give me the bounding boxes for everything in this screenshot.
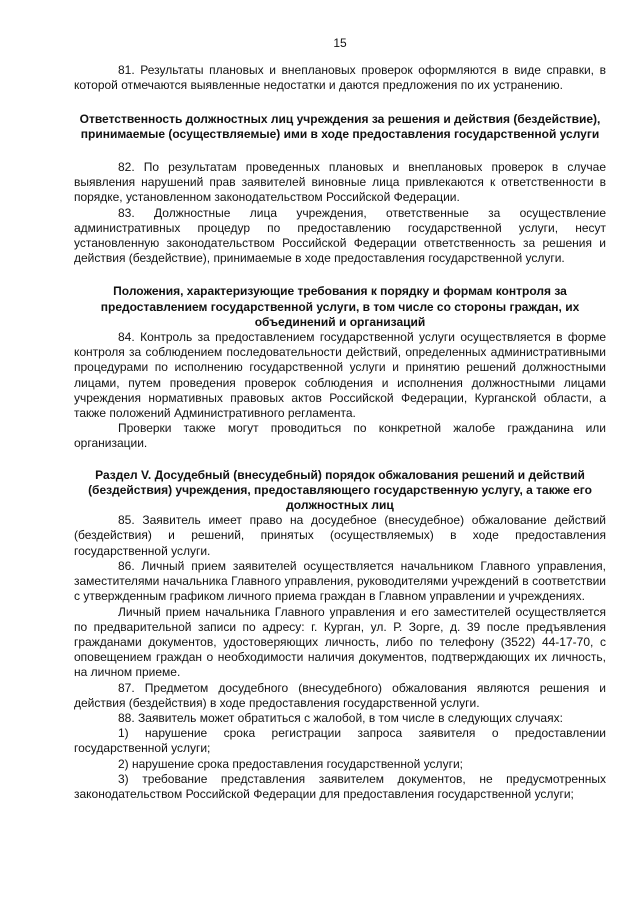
paragraph-83: 83. Должностные лица учреждения, ответственные за осуществление административных процедур по предоставлению государственной услуги, несут установленную законодательством Российской Федерации ответственность за решения и действия (бездействие), принимаемые в ходе предоставления государственной услуги. — [74, 205, 606, 266]
paragraph-86: 86. Личный прием заявителей осуществляется начальником Главного управления, заместителями начальника Главного управления, руководителями учреждений в соответствии с утвержденным графиком личного приема граждан в Главном управлении и учреждениях. — [74, 558, 606, 604]
paragraph-88: 88. Заявитель может обратиться с жалобой, в том числе в следующих случаях: — [118, 710, 563, 725]
heading-section-v: Раздел V. Досудебный (внесудебный) порядок обжалования решений и действий (бездействия) учреждения, предоставляющего государственную услугу, а также его должностных лиц — [88, 467, 592, 513]
page-number: 15 — [333, 36, 347, 50]
paragraph-84-checks: Проверки также могут проводиться по конкретной жалобе гражданина или организации. — [74, 421, 606, 451]
paragraph-86-reception: Личный прием начальника Главного управления и его заместителей осуществляется по предварительной записи по адресу: г. Курган, ул. Р. Зорге, д. 39 после предъявления гражданами документов, удостоверяющих личность, либо по телефону (3522) 44-17-70, с оповещением граждан о необходимости наличия документов, подтверждающих их личность, на личном приеме. — [74, 604, 606, 680]
heading-responsibility: Ответственность должностных лиц учреждения за решения и действия (бездействие), принимаемые (осуществляемые) ими в ходе предоставления государственной услуги — [79, 111, 601, 141]
paragraph-81: 81. Результаты плановых и внеплановых проверок оформляются в виде справки, в которой отмечаются выявленные недостатки и даются предложения по их устранению. — [74, 63, 606, 93]
paragraph-82: 82. По результатам проведенных плановых и внеплановых проверок в случае выявления нарушений прав заявителей виновные лица привлекаются к ответственности в порядке, установленном законодательством Российской Федерации. — [74, 160, 606, 205]
paragraph-85: 85. Заявитель имеет право на досудебное (внесудебное) обжалование действий (бездействия) и решений, принятых (осуществляемых) в ходе предоставления государственной услуги. — [74, 513, 606, 558]
paragraph-84: 84. Контроль за предоставлением государственной услуги осуществляется в форме контроля за соблюдением последовательности действий, определенных административными процедурами по исполнению государственной услуги и принятию решений должностными лицами, путем проведения проверок соблюдения и исполнения должностными лицами учреждения нормативных правовых актов Российской Федерации, Курганской области, а также положений Административного регламента. — [74, 330, 606, 421]
heading-control-provisions: Положения, характеризующие требования к порядку и формам контроля за предоставлением государственной услуги, в том числе со стороны граждан, их объединений и организаций — [100, 284, 580, 329]
list-item-1: 1) нарушение срока регистрации запроса заявителя о предоставлении государственной услуги; — [74, 726, 606, 756]
list-item-2: 2) нарушение срока предоставления государственной услуги; — [118, 756, 463, 771]
paragraph-87: 87. Предметом досудебного (внесудебного) обжалования являются решения и действия (бездействия) в ходе предоставления государственной услуги. — [74, 680, 606, 710]
list-item-3: 3) требование представления заявителем документов, не предусмотренных законодательством Российской Федерации для предоставления государственной услуги; — [74, 771, 606, 801]
